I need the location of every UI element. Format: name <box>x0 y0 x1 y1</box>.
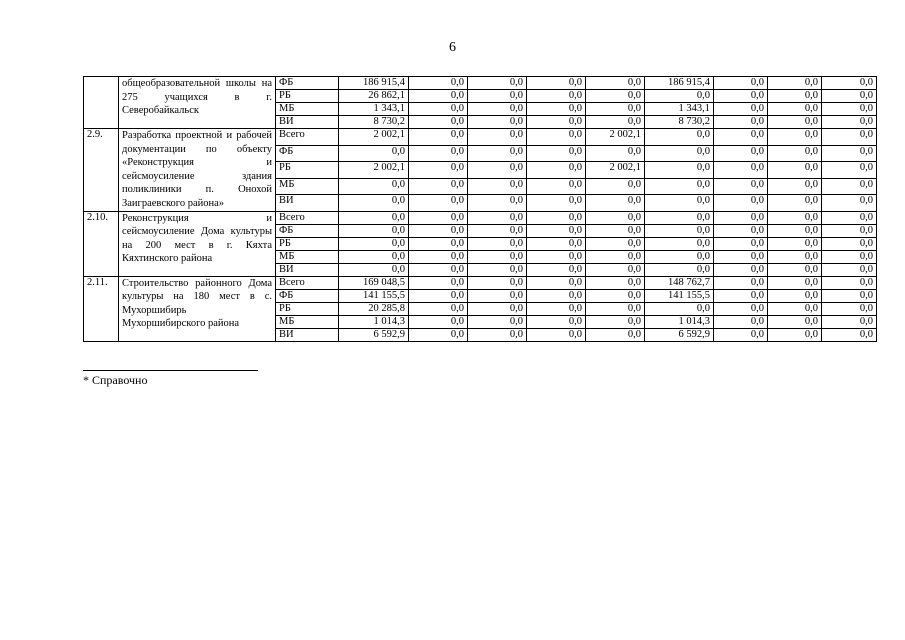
value-cell: 0,0 <box>409 302 468 315</box>
value-cell: 0,0 <box>586 263 645 276</box>
value-cell: 0,0 <box>822 116 877 129</box>
value-cell: 0,0 <box>586 116 645 129</box>
value-cell: 0,0 <box>586 315 645 328</box>
funding-source: МБ <box>276 178 339 195</box>
footnote-divider <box>83 370 258 371</box>
funding-source: МБ <box>276 103 339 116</box>
value-cell: 0,0 <box>409 178 468 195</box>
value-cell: 8 730,2 <box>339 116 409 129</box>
value-cell: 0,0 <box>768 237 822 250</box>
value-cell: 0,0 <box>468 328 527 341</box>
value-cell: 0,0 <box>339 145 409 162</box>
value-cell: 0,0 <box>714 116 768 129</box>
item-index <box>84 77 119 129</box>
value-cell: 0,0 <box>714 90 768 103</box>
value-cell: 0,0 <box>586 250 645 263</box>
value-cell: 0,0 <box>645 211 714 224</box>
value-cell: 0,0 <box>586 103 645 116</box>
value-cell: 0,0 <box>468 211 527 224</box>
funding-source: Всего <box>276 276 339 289</box>
value-cell: 6 592,9 <box>645 328 714 341</box>
table-row <box>84 129 877 146</box>
funding-source: ВИ <box>276 328 339 341</box>
value-cell: 20 285,8 <box>339 302 409 315</box>
value-cell: 0,0 <box>768 195 822 212</box>
item-title: Строительство районного Дома культуры на 180 мест в с. Мухоршибирь Мухоршибирского района <box>119 276 276 341</box>
value-cell: 0,0 <box>468 90 527 103</box>
value-cell: 0,0 <box>339 224 409 237</box>
value-cell: 0,0 <box>768 315 822 328</box>
value-cell: 0,0 <box>645 302 714 315</box>
value-cell: 0,0 <box>527 315 586 328</box>
value-cell: 0,0 <box>714 178 768 195</box>
value-cell: 0,0 <box>822 162 877 179</box>
value-cell: 0,0 <box>768 263 822 276</box>
funding-source: Всего <box>276 129 339 146</box>
value-cell: 0,0 <box>339 178 409 195</box>
value-cell: 0,0 <box>409 211 468 224</box>
value-cell: 0,0 <box>822 178 877 195</box>
value-cell: 0,0 <box>714 103 768 116</box>
value-cell: 0,0 <box>822 211 877 224</box>
value-cell: 0,0 <box>822 328 877 341</box>
value-cell: 0,0 <box>822 315 877 328</box>
item-title: Реконструкция и сейсмоусиление Дома культуры на 200 мест в г. Кяхта Кяхтинского района <box>119 211 276 276</box>
table-body <box>84 77 877 342</box>
value-cell: 0,0 <box>468 162 527 179</box>
value-cell: 148 762,7 <box>645 276 714 289</box>
value-cell: 169 048,5 <box>339 276 409 289</box>
value-cell: 0,0 <box>468 195 527 212</box>
value-cell: 0,0 <box>339 211 409 224</box>
funding-source: Всего <box>276 211 339 224</box>
value-cell: 0,0 <box>645 237 714 250</box>
budget-table <box>83 76 877 342</box>
value-cell: 0,0 <box>409 103 468 116</box>
value-cell: 0,0 <box>714 289 768 302</box>
value-cell: 0,0 <box>527 195 586 212</box>
value-cell: 0,0 <box>468 224 527 237</box>
value-cell: 0,0 <box>714 250 768 263</box>
funding-source: РБ <box>276 162 339 179</box>
value-cell: 0,0 <box>409 116 468 129</box>
value-cell: 0,0 <box>468 315 527 328</box>
value-cell: 0,0 <box>586 90 645 103</box>
value-cell: 0,0 <box>714 328 768 341</box>
value-cell: 0,0 <box>468 103 527 116</box>
value-cell: 0,0 <box>409 145 468 162</box>
value-cell: 0,0 <box>527 90 586 103</box>
value-cell: 0,0 <box>527 162 586 179</box>
value-cell: 1 343,1 <box>645 103 714 116</box>
value-cell: 0,0 <box>409 315 468 328</box>
funding-source: ВИ <box>276 116 339 129</box>
value-cell: 2 002,1 <box>586 129 645 146</box>
value-cell: 0,0 <box>527 276 586 289</box>
value-cell: 0,0 <box>586 302 645 315</box>
value-cell: 0,0 <box>586 211 645 224</box>
value-cell: 0,0 <box>822 90 877 103</box>
value-cell: 0,0 <box>409 276 468 289</box>
value-cell: 0,0 <box>527 289 586 302</box>
value-cell: 0,0 <box>822 77 877 90</box>
value-cell: 0,0 <box>468 276 527 289</box>
value-cell: 0,0 <box>768 178 822 195</box>
value-cell: 0,0 <box>822 195 877 212</box>
value-cell: 1 014,3 <box>339 315 409 328</box>
value-cell: 0,0 <box>527 237 586 250</box>
value-cell: 0,0 <box>822 129 877 146</box>
funding-source: РБ <box>276 90 339 103</box>
value-cell: 2 002,1 <box>339 162 409 179</box>
value-cell: 0,0 <box>768 145 822 162</box>
value-cell: 0,0 <box>409 263 468 276</box>
value-cell: 0,0 <box>409 162 468 179</box>
value-cell: 141 155,5 <box>339 289 409 302</box>
value-cell: 0,0 <box>822 237 877 250</box>
value-cell: 0,0 <box>822 145 877 162</box>
value-cell: 0,0 <box>714 237 768 250</box>
value-cell: 0,0 <box>822 289 877 302</box>
value-cell: 0,0 <box>645 162 714 179</box>
value-cell: 0,0 <box>527 145 586 162</box>
value-cell: 0,0 <box>409 129 468 146</box>
value-cell: 0,0 <box>527 103 586 116</box>
value-cell: 0,0 <box>468 237 527 250</box>
value-cell: 0,0 <box>409 289 468 302</box>
value-cell: 0,0 <box>527 129 586 146</box>
item-index: 2.10. <box>84 211 119 276</box>
item-title: Разработка проектной и рабочей документации по объекту «Реконструкция и сейсмоусиление здания поликлиники п. Онохой Заиграевского района» <box>119 129 276 212</box>
value-cell: 2 002,1 <box>339 129 409 146</box>
value-cell: 0,0 <box>768 162 822 179</box>
value-cell: 0,0 <box>468 129 527 146</box>
value-cell: 0,0 <box>527 77 586 90</box>
value-cell: 0,0 <box>645 195 714 212</box>
value-cell: 0,0 <box>468 302 527 315</box>
value-cell: 0,0 <box>714 263 768 276</box>
funding-source: МБ <box>276 315 339 328</box>
value-cell: 0,0 <box>768 276 822 289</box>
value-cell: 0,0 <box>822 103 877 116</box>
funding-source: ФБ <box>276 145 339 162</box>
value-cell: 0,0 <box>468 289 527 302</box>
value-cell: 0,0 <box>409 237 468 250</box>
value-cell: 0,0 <box>768 224 822 237</box>
value-cell: 0,0 <box>527 211 586 224</box>
value-cell: 0,0 <box>768 289 822 302</box>
funding-source: ФБ <box>276 77 339 90</box>
value-cell: 0,0 <box>714 77 768 90</box>
value-cell: 0,0 <box>714 145 768 162</box>
value-cell: 2 002,1 <box>586 162 645 179</box>
value-cell: 0,0 <box>527 224 586 237</box>
value-cell: 186 915,4 <box>339 77 409 90</box>
value-cell: 0,0 <box>645 178 714 195</box>
value-cell: 0,0 <box>768 211 822 224</box>
value-cell: 0,0 <box>527 116 586 129</box>
value-cell: 0,0 <box>527 178 586 195</box>
value-cell: 186 915,4 <box>645 77 714 90</box>
value-cell: 0,0 <box>468 250 527 263</box>
value-cell: 0,0 <box>586 77 645 90</box>
table-row <box>84 77 877 90</box>
value-cell: 0,0 <box>527 328 586 341</box>
value-cell: 0,0 <box>468 145 527 162</box>
value-cell: 141 155,5 <box>645 289 714 302</box>
value-cell: 0,0 <box>822 302 877 315</box>
value-cell: 0,0 <box>586 178 645 195</box>
value-cell: 0,0 <box>714 315 768 328</box>
value-cell: 0,0 <box>768 77 822 90</box>
value-cell: 0,0 <box>768 103 822 116</box>
value-cell: 0,0 <box>768 250 822 263</box>
funding-source: РБ <box>276 302 339 315</box>
value-cell: 0,0 <box>586 195 645 212</box>
value-cell: 0,0 <box>409 77 468 90</box>
value-cell: 0,0 <box>768 90 822 103</box>
value-cell: 0,0 <box>714 211 768 224</box>
value-cell: 0,0 <box>468 263 527 276</box>
page-number: 6 <box>449 40 456 55</box>
value-cell: 0,0 <box>409 195 468 212</box>
funding-source: РБ <box>276 237 339 250</box>
value-cell: 0,0 <box>714 302 768 315</box>
value-cell: 6 592,9 <box>339 328 409 341</box>
value-cell: 26 862,1 <box>339 90 409 103</box>
footnote: * Справочно <box>83 373 148 387</box>
funding-source: МБ <box>276 250 339 263</box>
value-cell: 0,0 <box>468 77 527 90</box>
value-cell: 0,0 <box>339 250 409 263</box>
value-cell: 0,0 <box>527 302 586 315</box>
value-cell: 0,0 <box>409 224 468 237</box>
value-cell: 0,0 <box>822 250 877 263</box>
item-title: общеобразовательной школы на 275 учащихся в г. Северобайкальск <box>119 77 276 129</box>
value-cell: 0,0 <box>714 276 768 289</box>
value-cell: 0,0 <box>768 116 822 129</box>
value-cell: 0,0 <box>586 145 645 162</box>
value-cell: 0,0 <box>645 263 714 276</box>
value-cell: 0,0 <box>339 237 409 250</box>
value-cell: 0,0 <box>768 302 822 315</box>
value-cell: 0,0 <box>645 224 714 237</box>
table-row <box>84 211 877 224</box>
value-cell: 0,0 <box>409 328 468 341</box>
value-cell: 0,0 <box>822 276 877 289</box>
value-cell: 0,0 <box>714 224 768 237</box>
value-cell: 0,0 <box>586 276 645 289</box>
value-cell: 1 343,1 <box>339 103 409 116</box>
value-cell: 0,0 <box>714 162 768 179</box>
item-index: 2.9. <box>84 129 119 212</box>
value-cell: 0,0 <box>409 250 468 263</box>
value-cell: 0,0 <box>768 328 822 341</box>
value-cell: 0,0 <box>527 263 586 276</box>
value-cell: 0,0 <box>527 250 586 263</box>
value-cell: 0,0 <box>714 129 768 146</box>
value-cell: 0,0 <box>586 237 645 250</box>
value-cell: 0,0 <box>409 90 468 103</box>
value-cell: 0,0 <box>586 328 645 341</box>
funding-source: ФБ <box>276 289 339 302</box>
value-cell: 0,0 <box>645 90 714 103</box>
value-cell: 0,0 <box>468 116 527 129</box>
value-cell: 0,0 <box>822 224 877 237</box>
funding-source: ФБ <box>276 224 339 237</box>
value-cell: 0,0 <box>768 129 822 146</box>
value-cell: 0,0 <box>586 224 645 237</box>
value-cell: 0,0 <box>645 145 714 162</box>
value-cell: 0,0 <box>645 129 714 146</box>
value-cell: 0,0 <box>586 289 645 302</box>
table-row <box>84 276 877 289</box>
value-cell: 1 014,3 <box>645 315 714 328</box>
value-cell: 0,0 <box>468 178 527 195</box>
item-index: 2.11. <box>84 276 119 341</box>
value-cell: 0,0 <box>339 263 409 276</box>
value-cell: 8 730,2 <box>645 116 714 129</box>
value-cell: 0,0 <box>339 195 409 212</box>
value-cell: 0,0 <box>822 263 877 276</box>
value-cell: 0,0 <box>645 250 714 263</box>
value-cell: 0,0 <box>714 195 768 212</box>
funding-source: ВИ <box>276 263 339 276</box>
funding-source: ВИ <box>276 195 339 212</box>
